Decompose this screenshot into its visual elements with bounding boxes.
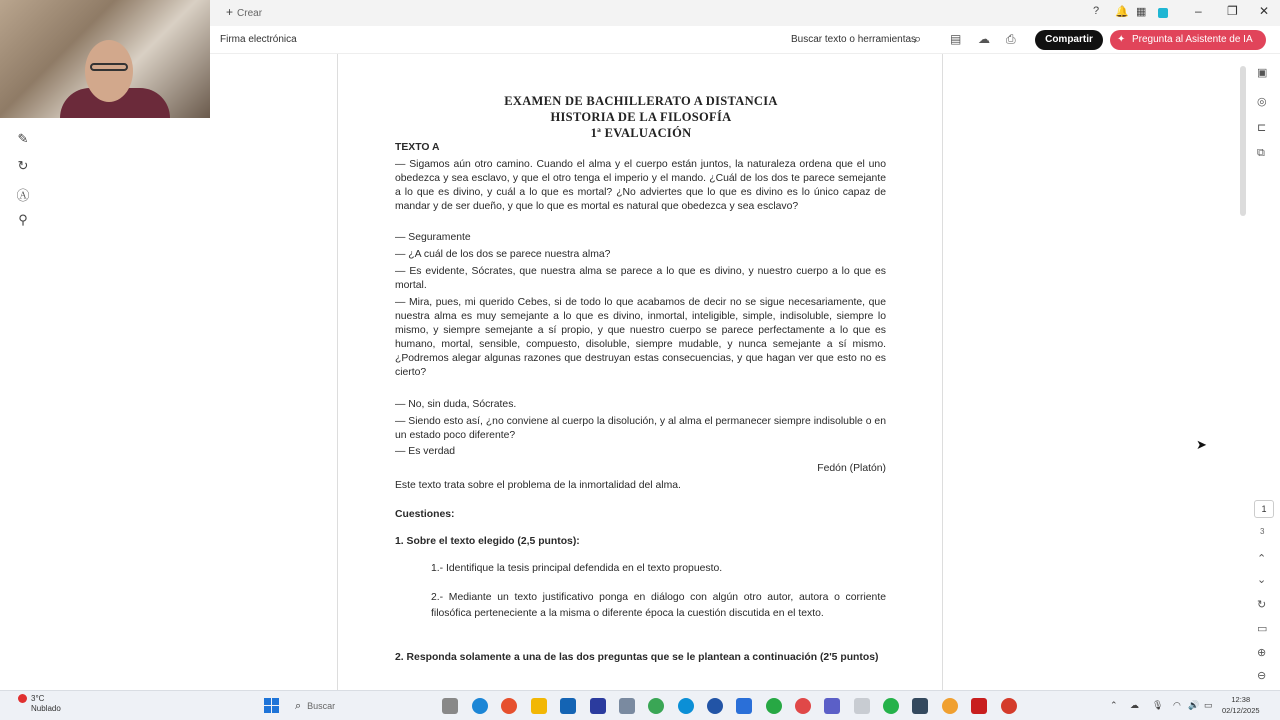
- chrome-profile-icon[interactable]: [766, 698, 782, 714]
- folder-icon[interactable]: [531, 698, 547, 714]
- new-tab-button[interactable]: [226, 5, 262, 19]
- volume-icon[interactable]: 🔊: [1188, 700, 1200, 710]
- weather-desc: Nublado: [31, 704, 61, 713]
- doc-paragraph-8: — Es verdad: [395, 446, 456, 457]
- zoom-out-icon[interactable]: ⊖: [1257, 670, 1267, 682]
- question-2-heading: 2. Responda solamente a una de las dos preguntas que se le plantean a continuación (2'5 puntos): [395, 652, 879, 663]
- weather-temp: 3°C: [31, 694, 45, 703]
- apps-grid-icon[interactable]: ▦: [1136, 6, 1147, 18]
- lasso-icon[interactable]: ↻: [17, 158, 29, 173]
- taskbar-search-icon: ⌕: [295, 700, 302, 712]
- doc-paragraph-2: — Seguramente: [395, 232, 471, 243]
- app-dark-icon[interactable]: [912, 698, 928, 714]
- page-up-icon[interactable]: ⌃: [1257, 553, 1267, 565]
- current-page-indicator[interactable]: 1: [1254, 500, 1274, 518]
- maximize-icon[interactable]: ❐: [1227, 4, 1238, 18]
- print-icon[interactable]: ⎙: [1006, 32, 1016, 46]
- comment-icon[interactable]: ▣: [1257, 67, 1268, 79]
- edge-beta-icon[interactable]: [678, 698, 694, 714]
- stamp-icon[interactable]: ⚲: [18, 212, 28, 227]
- bell-icon[interactable]: 🔔: [1115, 6, 1129, 18]
- doc-paragraph-1: — Sigamos aún otro camino. Cuando el alma y el cuerpo están juntos, la naturaleza ordena que el uno obedezca y sea esclavo, y que el otro tenga el imperio y el mando. ¿Cuál de los dos te parece semejante a lo que es divino, y cuál a lo que es mortal? ¿No adviertes que lo que es divino es lo único capaz de mandar y de ser dueño, y que lo que es mortal es natural que obedezca y sea esclavo?: [395, 159, 886, 212]
- weather-icon: [18, 694, 27, 703]
- upload-cloud-icon[interactable]: ☁: [978, 32, 990, 46]
- help-icon[interactable]: ?: [1093, 5, 1100, 17]
- app-blue-icon[interactable]: [590, 698, 606, 714]
- cuestiones-heading: Cuestiones:: [395, 509, 455, 520]
- ai-assistant-label: Pregunta al Asistente de IA: [1132, 34, 1253, 45]
- onedrive-icon[interactable]: ☁: [1130, 700, 1139, 710]
- zoom-in-icon[interactable]: ⊕: [1257, 647, 1267, 659]
- chrome-green-icon[interactable]: [648, 698, 664, 714]
- texto-heading: TEXTO A: [395, 142, 440, 153]
- doc-paragraph-5: — Mira, pues, mi querido Cebes, si de todo lo que acabamos de decir no se sigue necesariamente, que nuestra alma es muy semejante a lo que es divino, inmortal, inteligible, simple, indisoluble, siempre lo mismo, y siempre semejante a sí propio, y que nuestro cuerpo se parece perfectamente a lo que es humano, mortal, sensible, compuesto, disoluble, siempre mudable, y nunca semejante a sí mismo. ¿Podremos alegar algunas razones que destruyan estas consecuencias, y que hagan ver que esto no es cierto?: [395, 297, 886, 378]
- doc-paragraph-7: — Siendo esto así, ¿no conviene al cuerpo la disolución, y al alma el permanecer siempre indisoluble o en un estado poco diferente?: [395, 416, 886, 441]
- search-icon[interactable]: ⌕: [914, 31, 922, 46]
- mail-icon[interactable]: [736, 698, 752, 714]
- pen-icon[interactable]: ✎: [17, 131, 29, 146]
- text-select-icon[interactable]: Ⓐ: [16, 188, 30, 203]
- doc-summary: Este texto trata sobre el problema de la inmortalidad del alma.: [395, 480, 681, 491]
- mouse-cursor-icon: ➤: [1196, 437, 1207, 452]
- microphone-icon[interactable]: 🎙: [1152, 700, 1164, 710]
- ai-sparkle-icon: ✦: [1117, 34, 1126, 45]
- doc-title-line3: 1ª EVALUACIÓN: [590, 126, 692, 140]
- question-1-1: 1.- Identifique la tesis principal defendida en el texto propuesto.: [431, 563, 723, 574]
- taskbar-clock[interactable]: [1222, 694, 1260, 716]
- search-tools-label[interactable]: Buscar texto o herramientas: [791, 34, 917, 45]
- share-button[interactable]: Compartir: [1035, 30, 1103, 50]
- profile-icon[interactable]: [1158, 8, 1168, 18]
- chrome-profile2-icon[interactable]: [795, 698, 811, 714]
- question-1-heading: 1. Sobre el texto elegido (2,5 puntos):: [395, 536, 580, 547]
- new-tab-label: Crear: [237, 8, 263, 19]
- plus-icon: +: [226, 5, 234, 19]
- minimize-icon[interactable]: –: [1195, 4, 1202, 18]
- fit-page-icon[interactable]: ▭: [1257, 623, 1268, 635]
- teams-icon[interactable]: [824, 698, 840, 714]
- wifi-icon[interactable]: ◠: [1173, 700, 1181, 710]
- close-icon[interactable]: ✕: [1259, 4, 1270, 18]
- clock-date: 02/12/2025: [1222, 706, 1260, 715]
- webcam-overlay: [0, 0, 210, 118]
- save-icon[interactable]: ▤: [950, 32, 962, 46]
- app-red-icon[interactable]: [1001, 698, 1017, 714]
- webcam-person-head: [85, 40, 133, 102]
- hp-icon[interactable]: [707, 698, 723, 714]
- total-pages: 3: [1260, 527, 1265, 536]
- doc-title-line1: EXAMEN DE BACHILLERATO A DISTANCIA: [504, 94, 778, 108]
- doc-paragraph-6: — No, sin duda, Sócrates.: [395, 399, 517, 410]
- camera-icon[interactable]: [619, 698, 635, 714]
- question-1-2: 2.- Mediante un texto justificativo ponga en diálogo con algún otro autor, autora o corriente filosófica perteneciente a la misma o diferente época la cuestión discutida en el texto.: [431, 592, 886, 619]
- vertical-scrollbar[interactable]: [1240, 66, 1246, 216]
- app-orange-icon[interactable]: [942, 698, 958, 714]
- page-down-icon[interactable]: ⌄: [1257, 574, 1267, 586]
- ai-assistant-button[interactable]: [1110, 30, 1266, 50]
- windows-start-icon[interactable]: [264, 698, 280, 714]
- bookmark-icon[interactable]: ⊏: [1257, 122, 1267, 134]
- chrome-icon[interactable]: [501, 698, 517, 714]
- pages-icon[interactable]: ⧉: [1257, 147, 1265, 159]
- rotate-icon[interactable]: ↻: [1257, 599, 1267, 611]
- taskbar: [0, 690, 1280, 720]
- acrobat-icon[interactable]: [971, 698, 987, 714]
- webcam-person-glasses: [90, 63, 128, 71]
- doc-source: Fedón (Platón): [817, 463, 886, 474]
- toolbar-title[interactable]: Firma electrónica: [220, 34, 297, 45]
- whatsapp-icon[interactable]: [883, 698, 899, 714]
- edge-icon[interactable]: [472, 698, 488, 714]
- tray-chevron-icon[interactable]: ⌃: [1110, 700, 1118, 710]
- file-explorer-icon[interactable]: [442, 698, 458, 714]
- weather-widget[interactable]: [18, 694, 61, 714]
- doc-paragraph-3: — ¿A cuál de los dos se parece nuestra alma?: [395, 249, 611, 260]
- bookmark-panel-icon[interactable]: ◎: [1257, 96, 1267, 108]
- battery-icon[interactable]: ▭: [1204, 700, 1213, 710]
- document-icon[interactable]: [854, 698, 870, 714]
- document-page[interactable]: [337, 54, 943, 690]
- taskbar-search[interactable]: [295, 697, 427, 715]
- taskbar-search-placeholder: Buscar: [307, 701, 336, 711]
- store-icon[interactable]: [560, 698, 576, 714]
- doc-title-line2: HISTORIA DE LA FILOSOFÍA: [550, 110, 732, 124]
- clock-time: 12:38: [1231, 695, 1251, 704]
- doc-paragraph-4: — Es evidente, Sócrates, que nuestra alma se parece a lo que es divino, y nuestro cuerpo a lo que es mortal.: [395, 266, 886, 291]
